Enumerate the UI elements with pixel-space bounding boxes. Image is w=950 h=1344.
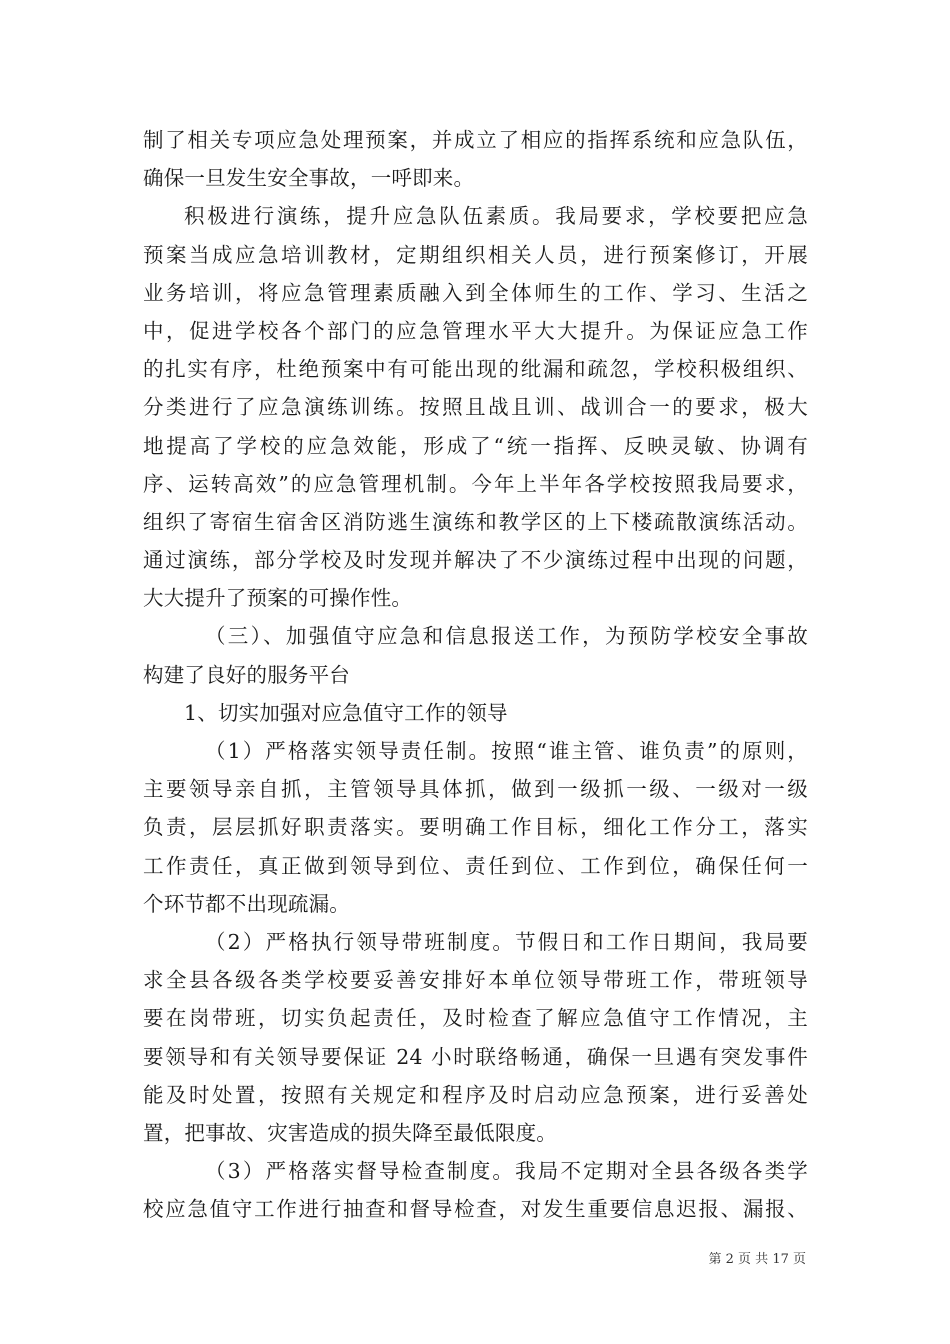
text-line: 负责，层层抓好职责落实。要明确工作目标，细化工作分工，落实 <box>143 815 808 840</box>
text-line: 组织了寄宿生宿舍区消防逃生演练和教学区的上下楼疏散演练活动。 <box>143 509 808 534</box>
text-line: 积极进行演练，提升应急队伍素质。我局要求，学校要把应急 <box>184 204 808 229</box>
text-line: 中，促进学校各个部门的应急管理水平大大提升。为保证应急工作 <box>143 318 808 343</box>
text-line: （2）严格执行领导带班制度。节假日和工作日期间，我局要 <box>205 929 808 954</box>
document-body <box>143 121 808 1228</box>
text-line: 业务培训，将应急管理素质融入到全体师生的工作、学习、生活之 <box>143 280 808 305</box>
text-line: 要在岗带班，切实负起责任，及时检查了解应急值守工作情况，主 <box>143 1006 808 1031</box>
text-line: 个环节都不出现疏漏。 <box>143 891 350 916</box>
text-line: 构建了良好的服务平台 <box>143 662 350 687</box>
text-line: 求全县各级各类学校要妥善安排好本单位领导带班工作，带班领导 <box>143 968 808 993</box>
text-line: 确保一旦发生安全事故，一呼即来。 <box>143 166 475 191</box>
text-line: 分类进行了应急演练训练。按照且战且训、战训合一的要求，极大 <box>143 395 808 420</box>
text-line: （3）严格落实督导检查制度。我局不定期对全县各级各类学 <box>205 1159 808 1184</box>
text-line: 制了相关专项应急处理预案，并成立了相应的指挥系统和应急队伍， <box>143 128 808 152</box>
text-line: 序、运转高效”的应急管理机制。今年上半年各学校按照我局要求， <box>143 471 808 496</box>
text-line: 置，把事故、灾害造成的损失降至最低限度。 <box>143 1120 557 1145</box>
text-line: 工作责任，真正做到领导到位、责任到位、工作到位，确保任何一 <box>143 853 808 878</box>
text-line: 预案当成应急培训教材，定期组织相关人员，进行预案修订，开展 <box>143 242 808 267</box>
text-line: 地提高了学校的应急效能，形成了“统一指挥、反映灵敏、协调有 <box>143 433 808 458</box>
text-line: 要领导和有关领导要保证 24 小时联络畅通，确保一旦遇有突发事件 <box>143 1044 808 1069</box>
text-line: （三）、加强值守应急和信息报送工作，为预防学校安全事故 <box>205 624 808 649</box>
text-line: 能及时处置，按照有关规定和程序及时启动应急预案，进行妥善处 <box>143 1082 808 1107</box>
text-line: 1、切实加强对应急值守工作的领导 <box>184 700 508 725</box>
text-line: 校应急值守工作进行抽查和督导检查，对发生重要信息迟报、漏报、 <box>143 1197 808 1222</box>
text-line: 主要领导亲自抓，主管领导具体抓，做到一级抓一级、一级对一级 <box>143 777 808 802</box>
text-line: 通过演练，部分学校及时发现并解决了不少演练过程中出现的问题， <box>143 548 808 573</box>
text-line: 大大提升了预案的可操作性。 <box>143 586 413 611</box>
text-line: （1）严格落实领导责任制。按照“谁主管、谁负责”的原则， <box>205 739 808 763</box>
page-number: 第 2 页 共 17 页 <box>708 1252 806 1267</box>
text-line: 的扎实有序，杜绝预案中有可能出现的纰漏和疏忽，学校积极组织、 <box>143 357 808 382</box>
